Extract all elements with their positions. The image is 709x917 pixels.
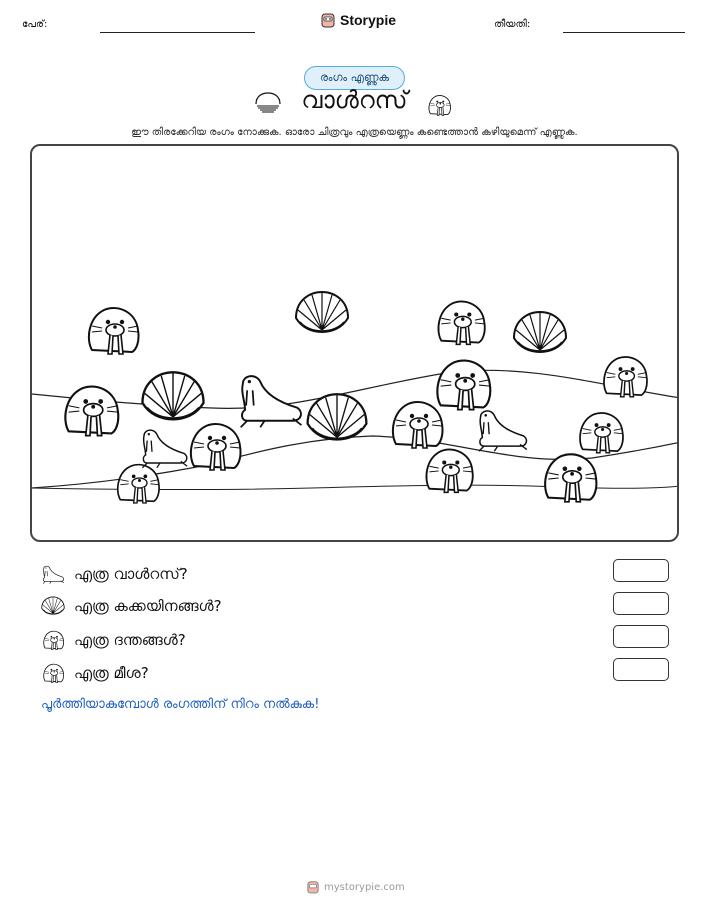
walrus-8 xyxy=(426,449,472,492)
answer-box-tusks[interactable] xyxy=(613,625,669,648)
page-title: വാൾറസ് xyxy=(301,86,408,114)
footer xyxy=(307,880,405,894)
walrus-1 xyxy=(89,308,139,354)
whisker-icon xyxy=(40,661,66,685)
walrus-head-icon xyxy=(426,92,452,118)
walrus-10 xyxy=(580,413,623,453)
walrus-4 xyxy=(191,424,241,470)
scene-illustration xyxy=(32,146,679,542)
walrus-3 xyxy=(118,465,159,503)
answer-box-walrus[interactable] xyxy=(613,559,669,582)
storypie-mascot-icon xyxy=(307,880,319,894)
question-text: എത്ര മീശ? xyxy=(74,664,149,682)
name-label: പേര്: xyxy=(22,19,48,30)
clam-2 xyxy=(514,312,566,352)
footer-url: mystorypie.com xyxy=(324,881,405,893)
answer-box-whiskers[interactable] xyxy=(613,658,669,681)
instructions: ഈ തിരക്കേറിയ രംഗം നോക്കുക. ഓരോ ചിത്രവും എത്രയെണ്ണം കണ്ടെത്താൻ കഴിയുമെന്ന് എണ്ണുക. xyxy=(131,127,578,138)
walrus-body-1 xyxy=(241,376,302,427)
counting-scene xyxy=(30,144,679,542)
question-text: എത്ര കക്കയിനങ്ങൾ? xyxy=(74,597,222,615)
brand-name: Storypie xyxy=(340,12,397,28)
walrus-6 xyxy=(437,361,490,410)
question-tusks xyxy=(40,628,186,652)
clam-1 xyxy=(296,292,348,332)
walrus-body-3 xyxy=(479,411,527,451)
brand-logo xyxy=(321,12,396,28)
walrus-11 xyxy=(545,454,596,502)
clam-4 xyxy=(308,394,367,439)
clam-3 xyxy=(142,372,203,419)
answer-box-clams[interactable] xyxy=(613,592,669,615)
activity-badge: രംഗം എണ്ണുക xyxy=(304,66,405,90)
clam-icon xyxy=(40,595,66,617)
question-walrus xyxy=(40,562,188,586)
question-text: എത്ര വാൾറസ്? xyxy=(74,565,188,583)
walrus-icon xyxy=(40,562,66,586)
finish-instruction: പൂർത്തിയാകുമ്പോൾ രംഗത്തിന് നിറം നൽകുക! xyxy=(41,697,320,712)
tusk-icon xyxy=(40,628,66,652)
question-text: എത്ര ദന്തങ്ങൾ? xyxy=(74,631,186,649)
date-field[interactable] xyxy=(563,32,685,33)
name-field[interactable] xyxy=(100,32,255,33)
date-label: തീയതി: xyxy=(494,19,531,30)
walrus-body-2 xyxy=(142,430,187,468)
storypie-mascot-icon xyxy=(321,12,335,28)
question-whiskers xyxy=(40,661,149,685)
walrus-2 xyxy=(65,387,118,436)
walrus-5 xyxy=(438,301,484,344)
walrus-9 xyxy=(604,357,647,397)
walrus-7 xyxy=(393,402,443,448)
question-clams xyxy=(40,595,222,617)
